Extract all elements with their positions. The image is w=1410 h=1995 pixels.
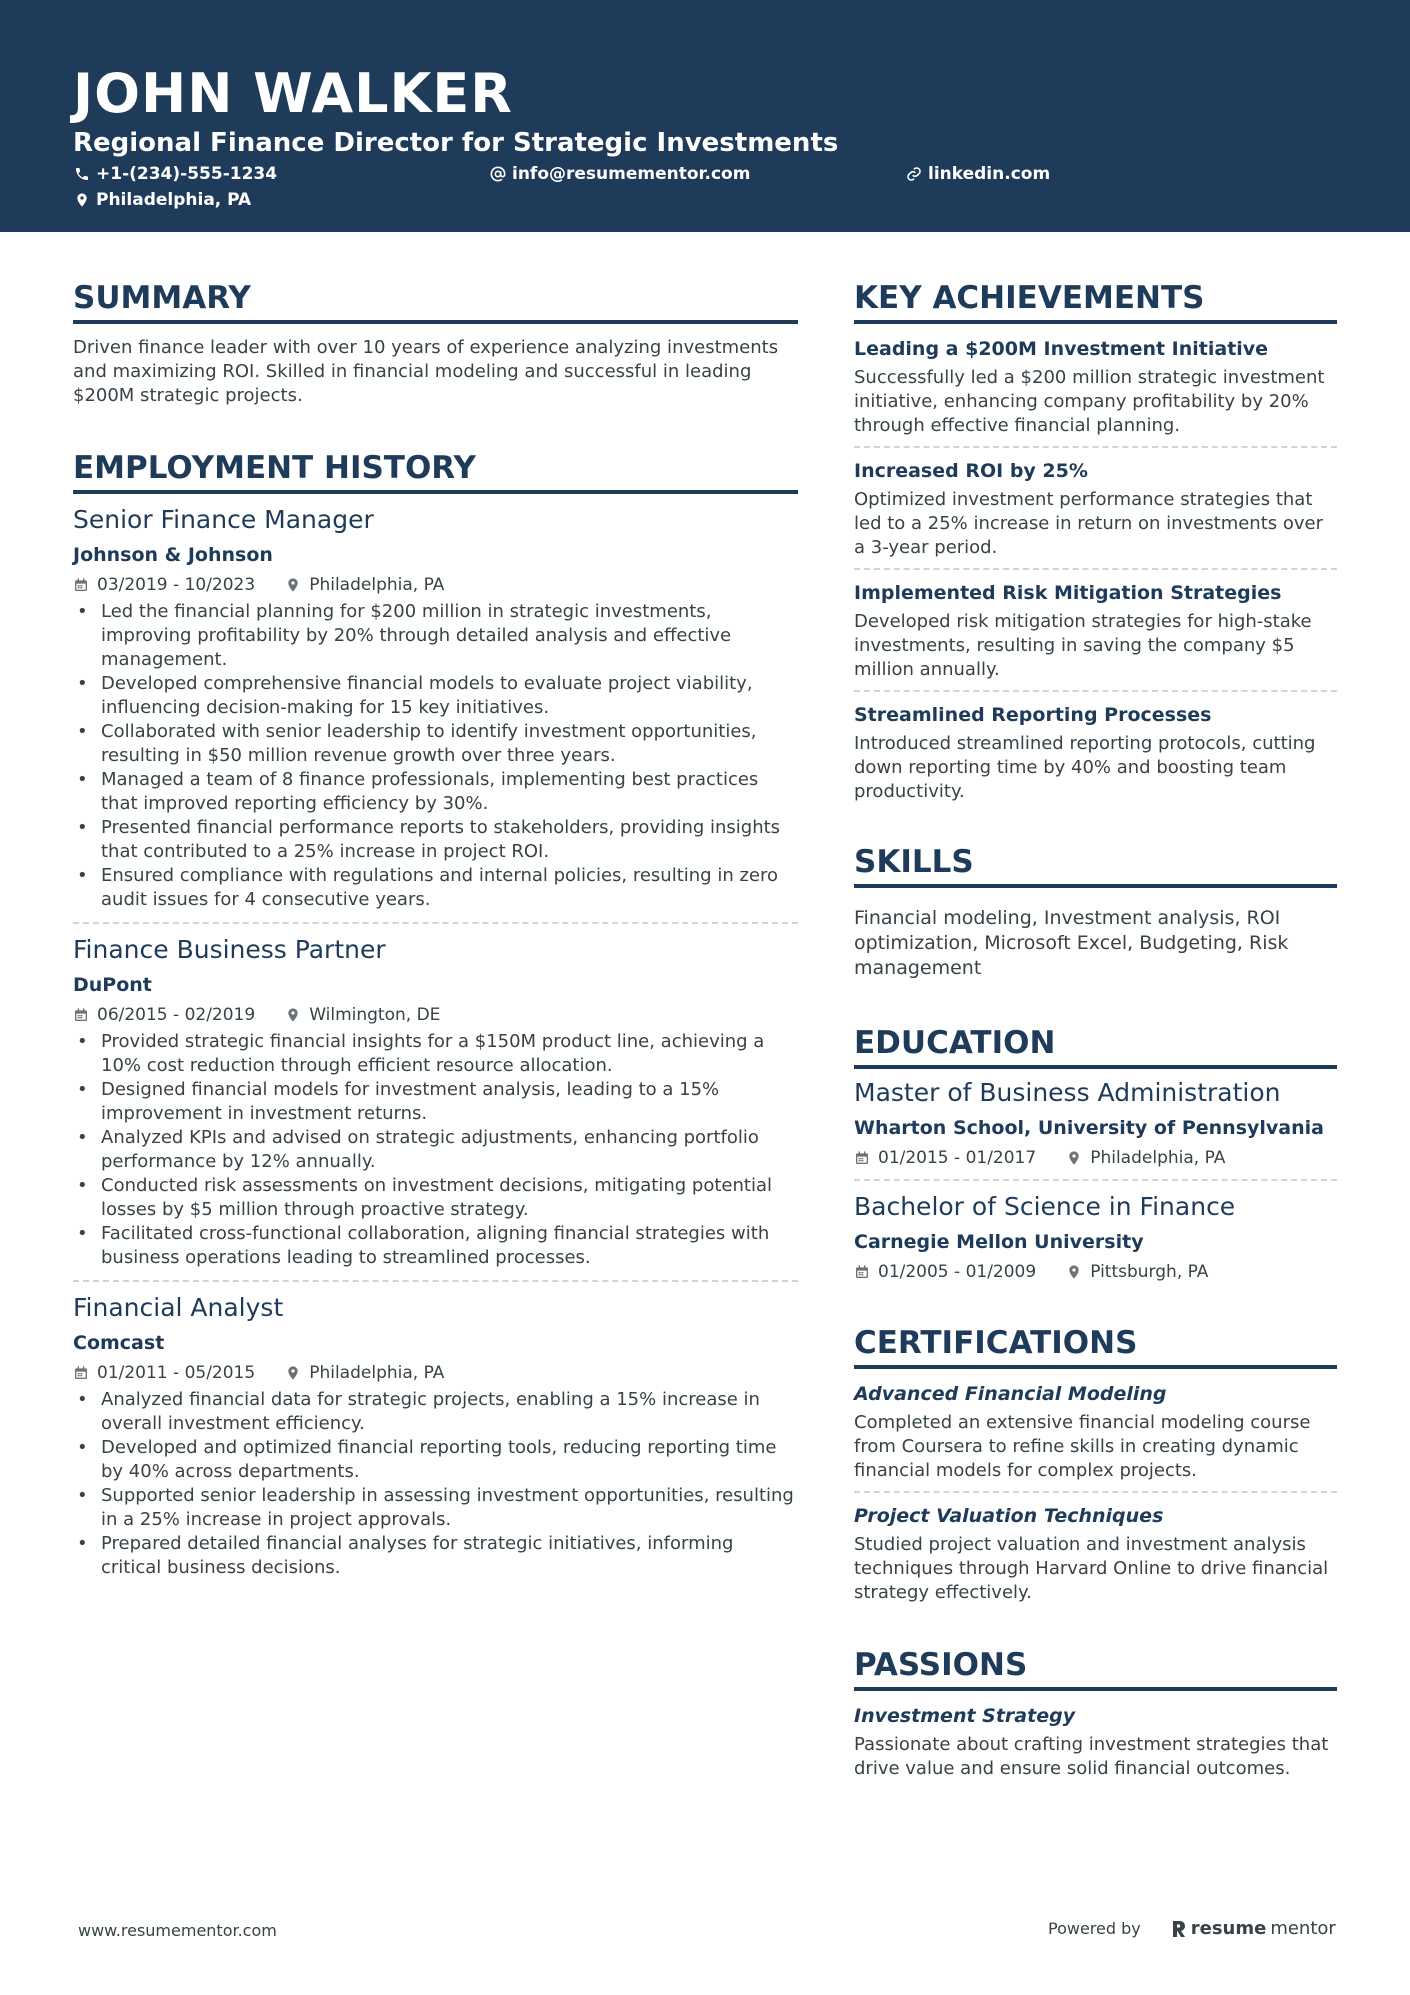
map-pin-icon — [1066, 1264, 1082, 1280]
job-location: Philadelphia, PA — [309, 1363, 445, 1383]
job-bullet: • Presented financial performance reports to stakeholders, providing insights that contributed to a 25% increase in project ROI. — [73, 816, 798, 864]
map-pin-icon — [1066, 1150, 1082, 1166]
job-bullet: • Prepared detailed financial analyses for strategic initiatives, informing critical business decisions. — [73, 1532, 798, 1580]
map-pin-icon — [74, 192, 90, 208]
job-entry — [73, 1292, 798, 1580]
achievement-text: Successfully led a $200 million strategic investment initiative, enhancing company profitability by 20% through effective financial planning. — [854, 367, 1325, 436]
job-bullet: • Provided strategic financial insights for a $150M product line, achieving a 10% cost reduction through efficient resource allocation. — [73, 1030, 798, 1078]
calendar-icon — [73, 1365, 89, 1381]
achievement-title: Increased ROI by 25% — [854, 460, 1088, 482]
job-meta — [73, 574, 798, 596]
calendar-icon — [854, 1264, 870, 1280]
summary-text: Driven finance leader with over 10 years of experience analyzing investments and maximizing ROI. Skilled in financial modeling and successful in leading $200M strategic projects. — [73, 337, 779, 406]
certification-title: Project Valuation Techniques — [854, 1505, 1164, 1527]
map-pin-icon — [285, 1365, 301, 1381]
powered-by-text: Powered by — [1048, 1919, 1141, 1938]
calendar-icon — [854, 1150, 870, 1166]
achievement-text: Optimized investment performance strategies that led to a 25% increase in return on investments over a 3-year period. — [854, 489, 1324, 558]
skills-text: Financial modeling, Investment analysis, ROI optimization, Microsoft Excel, Budgeting, Risk management — [854, 907, 1289, 979]
achievement-text: Developed risk mitigation strategies for high-stake investments, resulting in saving the company $5 million annually. — [854, 611, 1312, 680]
education-school: Wharton School, University of Pennsylvania — [854, 1117, 1324, 1139]
achievement-divider — [854, 568, 1337, 570]
achievement-item — [854, 336, 1337, 438]
job-bullet: • Facilitated cross-functional collaboration, aligning financial strategies with business operations leading to streamlined processes. — [73, 1222, 798, 1270]
achievement-title: Leading a $200M Investment Initiative — [854, 338, 1269, 360]
job-bullet: • Supported senior leadership in assessing investment opportunities, resulting in a 25% increase in project approvals. — [73, 1484, 798, 1532]
certification-text: Completed an extensive financial modeling course from Coursera to refine skills in creating dynamic financial models for complex projects. — [854, 1412, 1311, 1481]
job-meta — [73, 1004, 798, 1026]
summary-heading: SUMMARY — [73, 278, 798, 324]
job-bullet: • Analyzed KPIs and advised on strategic adjustments, enhancing portfolio performance by 12% annually. — [73, 1126, 798, 1174]
footer-website[interactable]: www.resumementor.com — [78, 1921, 277, 1940]
education-divider — [854, 1179, 1337, 1181]
achievement-title: Streamlined Reporting Processes — [854, 704, 1212, 726]
job-title: Finance Business Partner — [73, 935, 386, 964]
achievement-text: Introduced streamlined reporting protocols, cutting down reporting time by 40% and boosting team productivity. — [854, 733, 1316, 802]
job-bullets — [73, 600, 798, 912]
certification-text: Studied project valuation and investment analysis techniques through Harvard Online to drive financial strategy effectively. — [854, 1534, 1329, 1603]
linkedin-text: linkedin.com — [928, 164, 1051, 184]
right-column — [854, 278, 1337, 1781]
passion-text: Passionate about crafting investment strategies that drive value and ensure solid financial outcomes. — [854, 1734, 1329, 1779]
achievement-item — [854, 458, 1337, 560]
certifications-heading: CERTIFICATIONS — [854, 1323, 1337, 1369]
calendar-icon — [73, 1007, 89, 1023]
job-company: Johnson & Johnson — [73, 544, 273, 566]
job-meta — [73, 1362, 798, 1384]
brand-name-bold: resume — [1190, 1918, 1267, 1939]
job-title: Financial Analyst — [73, 1293, 284, 1322]
contact-location — [74, 189, 251, 211]
education-item — [854, 1191, 1337, 1283]
certification-item — [854, 1503, 1337, 1605]
job-bullet: • Ensured compliance with regulations and internal policies, resulting in zero audit issues for 4 consecutive years. — [73, 864, 798, 912]
brand-name-light: mentor — [1270, 1918, 1336, 1939]
education-heading: EDUCATION — [854, 1023, 1337, 1069]
passion-item — [854, 1703, 1337, 1781]
passions-heading: PASSIONS — [854, 1645, 1337, 1691]
job-company: Comcast — [73, 1332, 165, 1354]
education-meta — [854, 1147, 1337, 1169]
certification-title: Advanced Financial Modeling — [854, 1383, 1167, 1405]
education-school: Carnegie Mellon University — [854, 1231, 1144, 1253]
achievement-divider — [854, 690, 1337, 692]
job-bullet: • Collaborated with senior leadership to identify investment opportunities, resulting in $50 million revenue growth over three years. — [73, 720, 798, 768]
job-company: DuPont — [73, 974, 152, 996]
skills-heading: SKILLS — [854, 842, 1337, 888]
job-bullet: • Developed and optimized financial reporting tools, reducing reporting time by 40% across departments. — [73, 1436, 798, 1484]
job-divider — [73, 922, 798, 924]
job-bullet: • Managed a team of 8 finance professionals, implementing best practices that improved reporting efficiency by 30%. — [73, 768, 798, 816]
job-location: Wilmington, DE — [309, 1005, 441, 1025]
job-location: Philadelphia, PA — [309, 575, 445, 595]
candidate-title: Regional Finance Director for Strategic Investments — [73, 128, 839, 158]
job-bullet: • Developed comprehensive financial models to evaluate project viability, influencing decision-making for 15 key initiatives. — [73, 672, 798, 720]
job-entry — [73, 504, 798, 912]
contact-phone[interactable] — [74, 163, 277, 185]
achievement-item — [854, 702, 1337, 804]
map-pin-icon — [285, 577, 301, 593]
passion-title: Investment Strategy — [854, 1705, 1076, 1727]
job-bullet: • Conducted risk assessments on investment decisions, mitigating potential losses by $5 million through proactive strategy. — [73, 1174, 798, 1222]
education-degree: Master of Business Administration — [854, 1078, 1281, 1107]
left-column — [73, 278, 798, 1580]
job-bullets — [73, 1030, 798, 1270]
phone-text: +1-(234)-555-1234 — [96, 164, 278, 184]
job-entry — [73, 934, 798, 1270]
education-degree: Bachelor of Science in Finance — [854, 1192, 1236, 1221]
contact-linkedin[interactable] — [906, 163, 1050, 185]
job-bullet: • Led the financial planning for $200 million in strategic investments, improving profitability by 20% through detailed analysis and effective management. — [73, 600, 798, 672]
achievement-item — [854, 580, 1337, 682]
job-dates: 06/2015 - 02/2019 — [97, 1005, 256, 1025]
location-text: Philadelphia, PA — [96, 190, 252, 210]
education-location: Philadelphia, PA — [1090, 1148, 1226, 1168]
education-dates: 01/2005 - 01/2009 — [878, 1262, 1037, 1282]
education-item — [854, 1077, 1337, 1169]
at-sign-icon — [490, 166, 506, 182]
calendar-icon — [73, 577, 89, 593]
map-pin-icon — [285, 1007, 301, 1023]
achievement-divider — [854, 446, 1337, 448]
phone-icon — [74, 166, 90, 182]
job-dates: 01/2011 - 05/2015 — [97, 1363, 256, 1383]
link-icon — [906, 166, 922, 182]
brand-logo[interactable] — [1171, 1918, 1336, 1939]
job-dates: 03/2019 - 10/2023 — [97, 575, 256, 595]
achievements-heading: KEY ACHIEVEMENTS — [854, 278, 1337, 324]
resume-header — [0, 0, 1410, 232]
job-title: Senior Finance Manager — [73, 505, 374, 534]
certification-item — [854, 1381, 1337, 1483]
achievement-title: Implemented Risk Mitigation Strategies — [854, 582, 1282, 604]
employment-heading: EMPLOYMENT HISTORY — [73, 448, 798, 494]
education-meta — [854, 1261, 1337, 1283]
footer-powered — [1048, 1918, 1336, 1939]
job-bullets — [73, 1388, 798, 1580]
education-dates: 01/2015 - 01/2017 — [878, 1148, 1037, 1168]
candidate-name: JOHN WALKER — [73, 62, 513, 125]
email-text: info@resumementor.com — [512, 164, 751, 184]
resumementor-logo-icon — [1171, 1920, 1187, 1938]
certification-divider — [854, 1491, 1337, 1493]
job-divider — [73, 1280, 798, 1282]
contact-email[interactable] — [490, 163, 750, 185]
job-bullet: • Analyzed financial data for strategic projects, enabling a 15% increase in overall investment efficiency. — [73, 1388, 798, 1436]
job-bullet: • Designed financial models for investment analysis, leading to a 15% improvement in investment returns. — [73, 1078, 798, 1126]
education-location: Pittsburgh, PA — [1090, 1262, 1209, 1282]
